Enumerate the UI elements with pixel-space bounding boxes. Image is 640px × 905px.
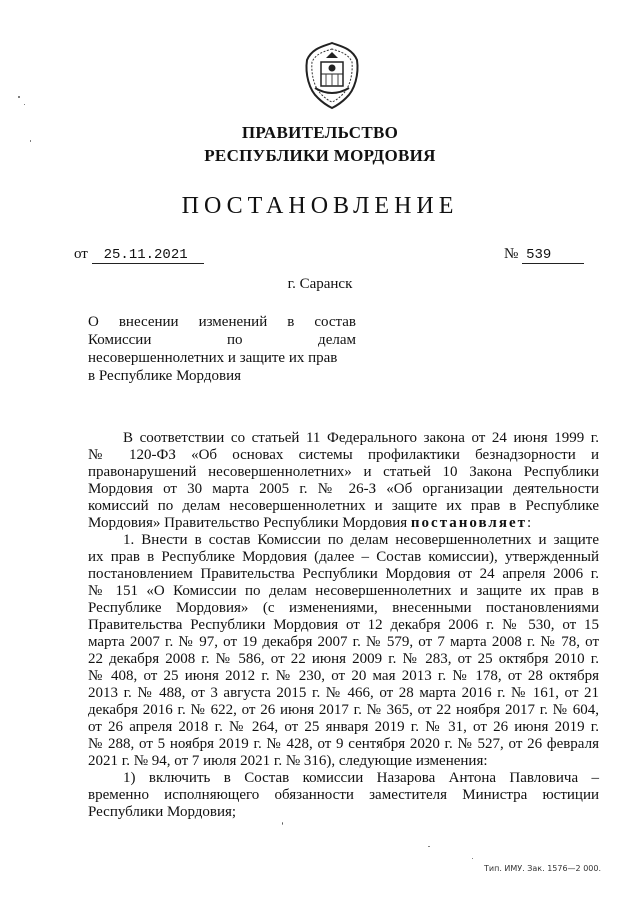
text-line: марта 2007 г. № 97, от 19 декабря 2007 г. № 579, от 7 марта 2008 г. № 78, от <box>88 634 599 650</box>
decree-word: постановляет <box>410 515 527 531</box>
printer-mark: Тип. ИМУ. Зак. 1576—2 000. <box>484 864 602 873</box>
text-line: временно исполняющего обязанности заместителя Министра юстиции <box>88 787 599 803</box>
document-body <box>88 430 599 821</box>
paragraph-item-1 <box>88 532 599 770</box>
paragraph-subitem-1 <box>88 770 599 821</box>
text-line: Республики Мордовия; <box>88 804 237 820</box>
text-line <box>88 515 599 532</box>
text-line: 1. Внести в состав Комиссии по делам несовершеннолетних и защите <box>123 532 599 548</box>
text-line: от 26 апреля 2018 г. № 264, от 25 января 2019 г. № 31, от 26 июня 2019 г. <box>88 719 599 735</box>
text-line: 2021 г. № 94, от 7 июля 2021 г. № 316), следующие изменения: <box>88 753 488 769</box>
scan-speck <box>30 140 31 142</box>
scan-speck <box>282 822 283 825</box>
scan-speck <box>472 858 473 859</box>
subject-line: несовершеннолетних и защите их прав <box>88 350 338 366</box>
text-line: Правительства Республики Мордовия от 12 декабря 2006 г. № 530, от 15 <box>88 617 599 633</box>
number-value: 539 <box>522 248 584 264</box>
scan-speck <box>428 846 430 847</box>
text-line: № 120-ФЗ «Об основах системы профилактики безнадзорности и <box>88 447 599 463</box>
text-line: В соответствии со статьей 11 Федерального закона от 24 июня 1999 г. <box>123 430 599 446</box>
text-line: 22 декабря 2008 г. № 586, от 22 июня 2009 г. № 283, от 25 октября 2010 г. <box>88 651 599 667</box>
scan-speck <box>18 96 20 98</box>
subject-block <box>88 313 356 385</box>
number-field <box>504 246 584 264</box>
scan-speck <box>24 104 25 105</box>
text-line: правонарушений несовершеннолетних» и статьей 10 Закона Республики <box>88 464 599 480</box>
date-prefix: от <box>74 246 88 262</box>
text-line: 1) включить в Состав комиссии Назарова Антона Павловича – <box>123 770 599 786</box>
number-prefix: № <box>504 246 519 262</box>
text-line: Республике Мордовия» (с изменениями, внесенными постановлениями <box>88 600 599 616</box>
text-line: № 408, от 25 июня 2012 г. № 230, от 20 мая 2013 г. № 178, от 28 октября <box>88 668 599 684</box>
text-line: 2013 г. № 488, от 3 августа 2015 г. № 466, от 28 марта 2016 г. № 161, от 21 <box>88 685 599 701</box>
text-line: № 151 «О Комиссии по делам несовершеннолетних и защите их прав в <box>88 583 599 599</box>
subject-line: в Республике Мордовия <box>88 368 241 384</box>
date-value: 25.11.2021 <box>92 248 204 264</box>
authority-name-line2: РЕСПУБЛИКИ МОРДОВИЯ <box>204 146 436 165</box>
text-line: декабря 2016 г. № 622, от 26 июня 2017 г. № 365, от 22 ноября 2017 г. № 604, <box>88 702 599 718</box>
text-fragment: : <box>527 515 532 531</box>
subject-line: Комиссии по делам <box>88 332 356 348</box>
coat-of-arms-icon <box>300 40 364 110</box>
text-line: постановлением Правительства Республики Мордовия от 24 апреля 2006 г. <box>88 566 599 582</box>
authority-name-line1: ПРАВИТЕЛЬСТВО <box>241 123 399 142</box>
text-fragment: Мордовия» Правительство Республики Мордовия <box>88 515 408 531</box>
subject-line: О внесении изменений в состав <box>88 314 356 330</box>
text-line: комиссий по делам несовершеннолетних и защите их прав в Республике <box>88 498 599 514</box>
text-line: Мордовия от 30 марта 2005 г. № 26-З «Об организации деятельности <box>88 481 599 497</box>
document-type: ПОСТАНОВЛЕНИЕ <box>181 193 459 219</box>
paragraph-preamble <box>88 430 599 532</box>
text-line: их прав в Республике Мордовия (далее – Состав комиссии), утвержденный <box>88 549 599 565</box>
text-line: № 288, от 5 ноября 2019 г. № 428, от 9 сентября 2020 г. № 527, от 26 февраля <box>88 736 599 752</box>
city: г. Саранск <box>287 276 353 292</box>
date-field <box>74 246 204 264</box>
